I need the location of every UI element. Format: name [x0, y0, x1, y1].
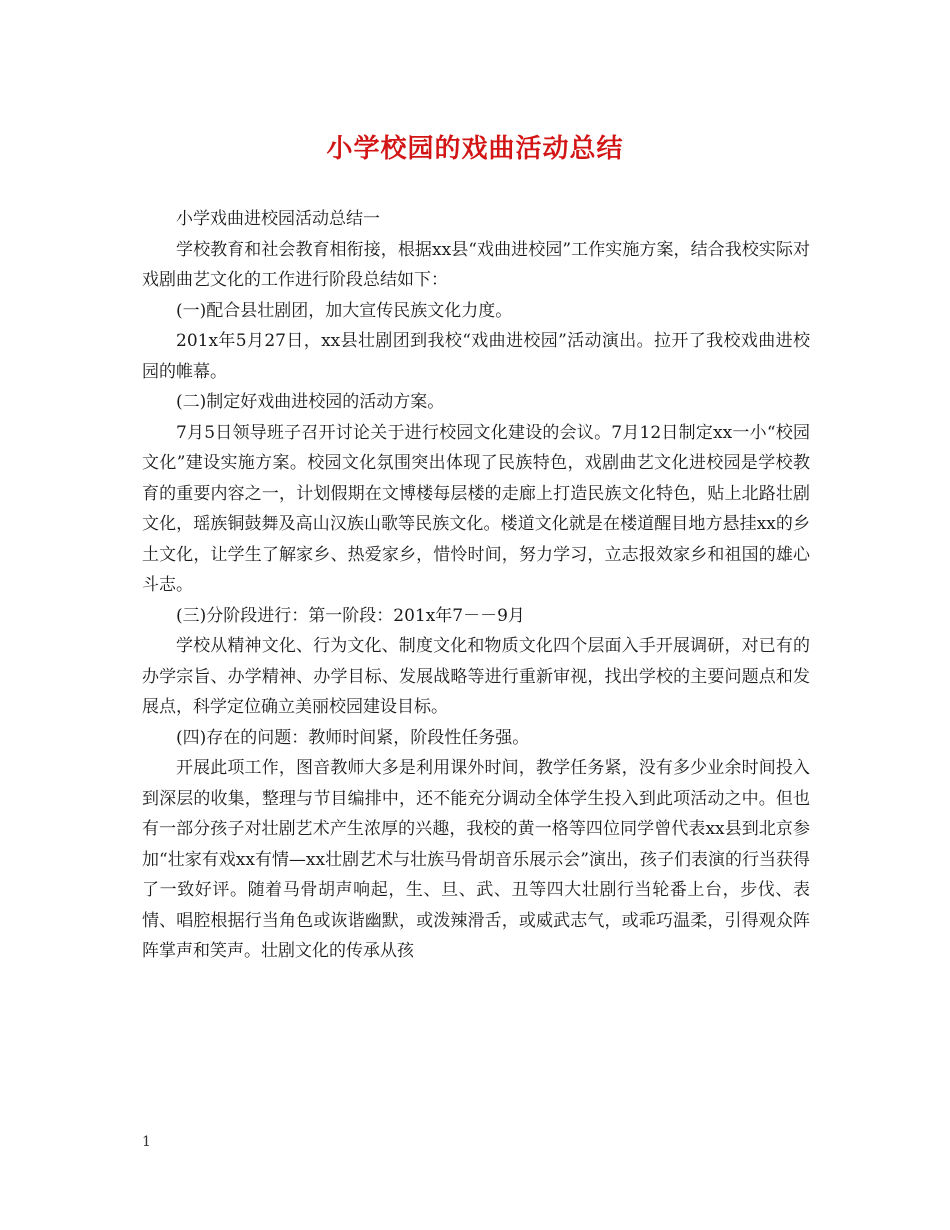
page-number: 1: [142, 1134, 151, 1150]
section-heading-2: (二)制定好戏曲进校园的活动方案。: [176, 392, 445, 412]
paragraph-intro: 学校教育和社会教育相衔接，根据xx县“戏曲进校园”工作实施方案，结合我校实际对戏剧曲艺文化的工作进行阶段总结如下：: [142, 239, 810, 290]
section-heading-4: (四)存在的问题：教师时间紧，阶段性任务强。: [176, 727, 530, 748]
paragraph-subtitle: 小学戏曲进校园活动总结一: [176, 209, 380, 229]
section-heading-3: (三)分阶段进行：第一阶段：201x年7－－9月: [176, 605, 525, 626]
document-body: [142, 204, 810, 967]
paragraph-section-4: 开展此项工作，图音教师大多是利用课外时间，教学任务紧，没有多少业余时间投入到深层的收集，整理与节目编排中，还不能充分调动全体学生投入到此项活动之中。但也有一部分孩子对壮剧艺术产生浓厚的兴趣，我校的黄一格等四位同学曾代表xx县到北京参加“壮家有戏xx有情—xx壮剧艺术与壮族马骨胡音乐展示会”演出，孩子们表演的行当获得了一致好评。随着马骨胡声响起，生、旦、武、丑等四大壮剧行当轮番上台，步伐、表情、唱腔根据行当角色或诙谐幽默，或泼辣滑舌，或威武志气，或乖巧温柔，引得观众阵阵掌声和笑声。壮剧文化的传承从孩: [142, 758, 810, 961]
section-heading-1: (一)配合县壮剧团，加大宣传民族文化力度。: [176, 300, 513, 321]
paragraph-section-2: 7月5日领导班子召开讨论关于进行校园文化建设的会议。7月12日制定xx一小“校园文化”建设实施方案。校园文化氛围突出体现了民族特色，戏剧曲艺文化进校园是学校教育的重要内容之一，计划假期在文博楼每层楼的走廊上打造民族文化特色，贴上北路壮剧文化，瑶族铜鼓舞及高山汉族山歌等民族文化。楼道文化就是在楼道醒目地方悬挂xx的乡土文化，让学生了解家乡、热爱家乡，惜怜时间，努力学习，立志报效家乡和祖国的雄心斗志。: [142, 422, 810, 595]
document-title: 小学校园的戏曲活动总结: [326, 134, 624, 164]
paragraph-section-1: 201x年5月27日，xx县壮剧团到我校“戏曲进校园”活动演出。拉开了我校戏曲进校园的帷幕。: [142, 331, 810, 382]
paragraph-section-3: 学校从精神文化、行为文化、制度文化和物质文化四个层面入手开展调研，对已有的办学宗旨、办学精神、办学目标、发展战略等进行重新审视，找出学校的主要问题点和发展点，科学定位确立美丽校园建设目标。: [142, 636, 810, 717]
